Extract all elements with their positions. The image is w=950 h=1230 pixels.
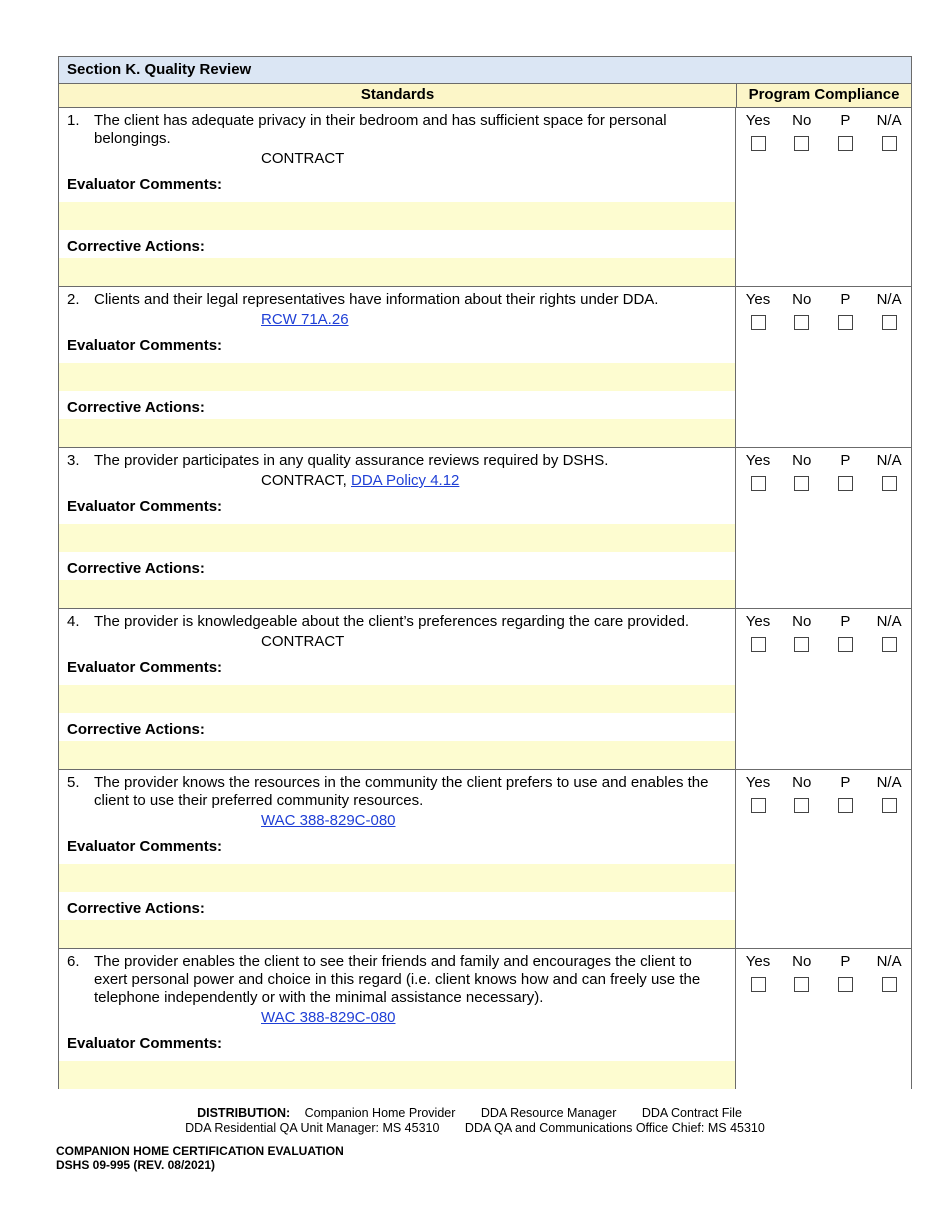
compliance-option-label: No [792, 291, 812, 308]
compliance-option [781, 953, 823, 992]
program-compliance-cell [736, 108, 911, 286]
corrective-actions-label: Corrective Actions: [67, 560, 205, 577]
evaluator-comments-field[interactable] [59, 864, 735, 892]
standard-item [58, 108, 912, 287]
standard-item [58, 949, 912, 1089]
compliance-option [781, 613, 823, 652]
compliance-option [737, 291, 779, 330]
standard-description: The provider knows the resources in the community the client prefers to use and enables the client to use their preferred community resources. [94, 774, 709, 809]
compliance-checkbox[interactable] [882, 977, 897, 992]
standard-number: 5. [67, 774, 80, 791]
evaluator-comments-field[interactable] [59, 363, 735, 391]
compliance-checkbox[interactable] [882, 136, 897, 151]
section-title: Section K. Quality Review [58, 56, 912, 84]
compliance-option-label: N/A [876, 112, 902, 129]
corrective-actions-label: Corrective Actions: [67, 721, 205, 738]
quality-review-form [58, 56, 912, 1089]
compliance-option [824, 774, 866, 813]
standards-header: Standards [58, 84, 736, 108]
reference-link[interactable]: DDA Policy 4.12 [351, 472, 460, 489]
compliance-checkbox[interactable] [751, 315, 766, 330]
corrective-actions-field[interactable] [59, 741, 735, 769]
column-headers [58, 84, 912, 108]
standard-reference [59, 311, 735, 329]
compliance-option [868, 452, 910, 491]
program-compliance-cell [736, 949, 911, 1089]
corrective-actions-label: Corrective Actions: [67, 238, 205, 255]
compliance-checkbox[interactable] [838, 476, 853, 491]
corrective-actions-field[interactable] [59, 419, 735, 447]
compliance-option-label: No [792, 613, 812, 630]
compliance-option [868, 774, 910, 813]
compliance-option [781, 112, 823, 151]
compliance-checkbox[interactable] [838, 637, 853, 652]
program-compliance-cell [736, 770, 911, 948]
compliance-option [824, 112, 866, 151]
compliance-checkbox[interactable] [751, 637, 766, 652]
compliance-option-label: Yes [745, 452, 771, 469]
corrective-actions-label: Corrective Actions: [67, 900, 205, 917]
standard-description: The provider participates in any quality assurance reviews required by DSHS. [94, 452, 609, 469]
standard-text [59, 770, 735, 810]
compliance-option [868, 112, 910, 151]
standard-item [58, 287, 912, 448]
program-compliance-cell [736, 287, 911, 447]
compliance-option [781, 291, 823, 330]
compliance-option-label: P [840, 291, 851, 308]
compliance-option-label: N/A [876, 452, 902, 469]
compliance-checkbox[interactable] [794, 315, 809, 330]
standard-description: Clients and their legal representatives have information about their rights under DDA. [94, 291, 659, 308]
form-title: COMPANION HOME CERTIFICATION EVALUATION [56, 1144, 344, 1158]
compliance-option [737, 613, 779, 652]
program-compliance-cell [736, 448, 911, 608]
standard-text [59, 287, 735, 309]
evaluator-comments-label: Evaluator Comments: [67, 176, 223, 193]
evaluator-comments-field[interactable] [59, 524, 735, 552]
form-number: DSHS 09-995 (REV. 08/2021) [56, 1158, 215, 1172]
corrective-actions-field[interactable] [59, 258, 735, 286]
standard-reference [59, 1009, 735, 1027]
compliance-option-label: P [840, 953, 851, 970]
compliance-option-label: N/A [876, 774, 902, 791]
standard-text [59, 949, 735, 1007]
compliance-option [824, 953, 866, 992]
compliance-checkbox[interactable] [794, 637, 809, 652]
compliance-checkbox[interactable] [838, 798, 853, 813]
distribution-label: DISTRIBUTION: [197, 1106, 291, 1120]
standard-text [59, 108, 735, 148]
standard-reference [59, 633, 735, 651]
compliance-checkbox[interactable] [794, 136, 809, 151]
compliance-option [737, 452, 779, 491]
compliance-option [824, 613, 866, 652]
compliance-option-label: No [792, 953, 812, 970]
compliance-option [868, 613, 910, 652]
compliance-checkbox[interactable] [751, 136, 766, 151]
compliance-option [868, 291, 910, 330]
standard-description: The provider enables the client to see their friends and family and encourages the client to exert personal power and choice in this regard (i.e. client knows how and can freely use the telephone independently or with the minimal assistance necessary). [94, 953, 701, 1006]
compliance-checkbox[interactable] [838, 136, 853, 151]
standard-reference [59, 472, 735, 490]
compliance-option [781, 452, 823, 491]
compliance-option-label: P [840, 112, 851, 129]
compliance-option-label: P [840, 774, 851, 791]
corrective-actions-field[interactable] [59, 920, 735, 948]
compliance-option-label: P [840, 613, 851, 630]
compliance-checkbox[interactable] [751, 977, 766, 992]
compliance-option-label: Yes [745, 613, 771, 630]
standard-reference [59, 150, 735, 168]
compliance-option [824, 452, 866, 491]
reference-link[interactable]: RCW 71A.26 [261, 311, 349, 328]
compliance-option [868, 953, 910, 992]
compliance-option [737, 953, 779, 992]
compliance-option-label: Yes [745, 291, 771, 308]
standard-reference [59, 812, 735, 830]
compliance-option-label: Yes [745, 953, 771, 970]
compliance-option-label: No [792, 774, 812, 791]
evaluator-comments-field[interactable] [59, 685, 735, 713]
compliance-option [824, 291, 866, 330]
standard-number: 6. [67, 953, 80, 970]
compliance-header: Program Compliance [736, 84, 912, 108]
compliance-option [737, 112, 779, 151]
reference-link[interactable]: WAC 388-829C-080 [261, 812, 396, 829]
evaluator-comments-field[interactable] [59, 1061, 735, 1089]
compliance-option [781, 774, 823, 813]
compliance-option-label: N/A [876, 953, 902, 970]
reference-text: CONTRACT [261, 633, 345, 650]
compliance-checkbox[interactable] [882, 637, 897, 652]
standard-description: The provider is knowledgeable about the client’s preferences regarding the care provided. [94, 613, 690, 630]
corrective-actions-field[interactable] [59, 580, 735, 608]
compliance-checkbox[interactable] [751, 476, 766, 491]
standard-description: The client has adequate privacy in their bedroom and has sufficient space for personal belongings. [94, 112, 667, 147]
reference-link[interactable]: WAC 388-829C-080 [261, 1009, 396, 1026]
standard-number: 4. [67, 613, 80, 630]
evaluator-comments-label: Evaluator Comments: [67, 337, 223, 354]
compliance-checkbox[interactable] [751, 798, 766, 813]
standard-number: 1. [67, 112, 80, 129]
distribution-item: Companion Home Provider [304, 1106, 456, 1120]
compliance-checkbox[interactable] [882, 798, 897, 813]
evaluator-comments-label: Evaluator Comments: [67, 1035, 223, 1052]
compliance-option-label: No [792, 112, 812, 129]
distribution-item: DDA Resource Manager [480, 1106, 617, 1120]
evaluator-comments-label: Evaluator Comments: [67, 498, 223, 515]
compliance-option-label: N/A [876, 291, 902, 308]
reference-text: CONTRACT [261, 150, 345, 167]
compliance-checkbox[interactable] [882, 476, 897, 491]
compliance-checkbox[interactable] [794, 476, 809, 491]
distribution-item: DDA Contract File [641, 1106, 742, 1120]
distribution [0, 1106, 950, 1136]
compliance-option-label: N/A [876, 613, 902, 630]
distribution-item: DDA Residential QA Unit Manager: MS 45310 [185, 1121, 440, 1135]
compliance-option [737, 774, 779, 813]
standard-item [58, 770, 912, 949]
standard-text [59, 609, 735, 631]
footer [56, 1144, 344, 1172]
compliance-checkbox[interactable] [794, 977, 809, 992]
compliance-option-label: P [840, 452, 851, 469]
distribution-item: DDA QA and Communications Office Chief: MS 45310 [464, 1121, 765, 1135]
evaluator-comments-label: Evaluator Comments: [67, 838, 223, 855]
standard-item [58, 448, 912, 609]
standard-item [58, 609, 912, 770]
compliance-checkbox[interactable] [838, 315, 853, 330]
compliance-option-label: No [792, 452, 812, 469]
standard-number: 2. [67, 291, 80, 308]
evaluator-comments-label: Evaluator Comments: [67, 659, 223, 676]
standard-text [59, 448, 735, 470]
reference-text: CONTRACT, [261, 472, 351, 489]
program-compliance-cell [736, 609, 911, 769]
compliance-checkbox[interactable] [882, 315, 897, 330]
compliance-checkbox[interactable] [838, 977, 853, 992]
corrective-actions-label: Corrective Actions: [67, 399, 205, 416]
compliance-option-label: Yes [745, 774, 771, 791]
compliance-checkbox[interactable] [794, 798, 809, 813]
compliance-option-label: Yes [745, 112, 771, 129]
evaluator-comments-field[interactable] [59, 202, 735, 230]
standard-number: 3. [67, 452, 80, 469]
